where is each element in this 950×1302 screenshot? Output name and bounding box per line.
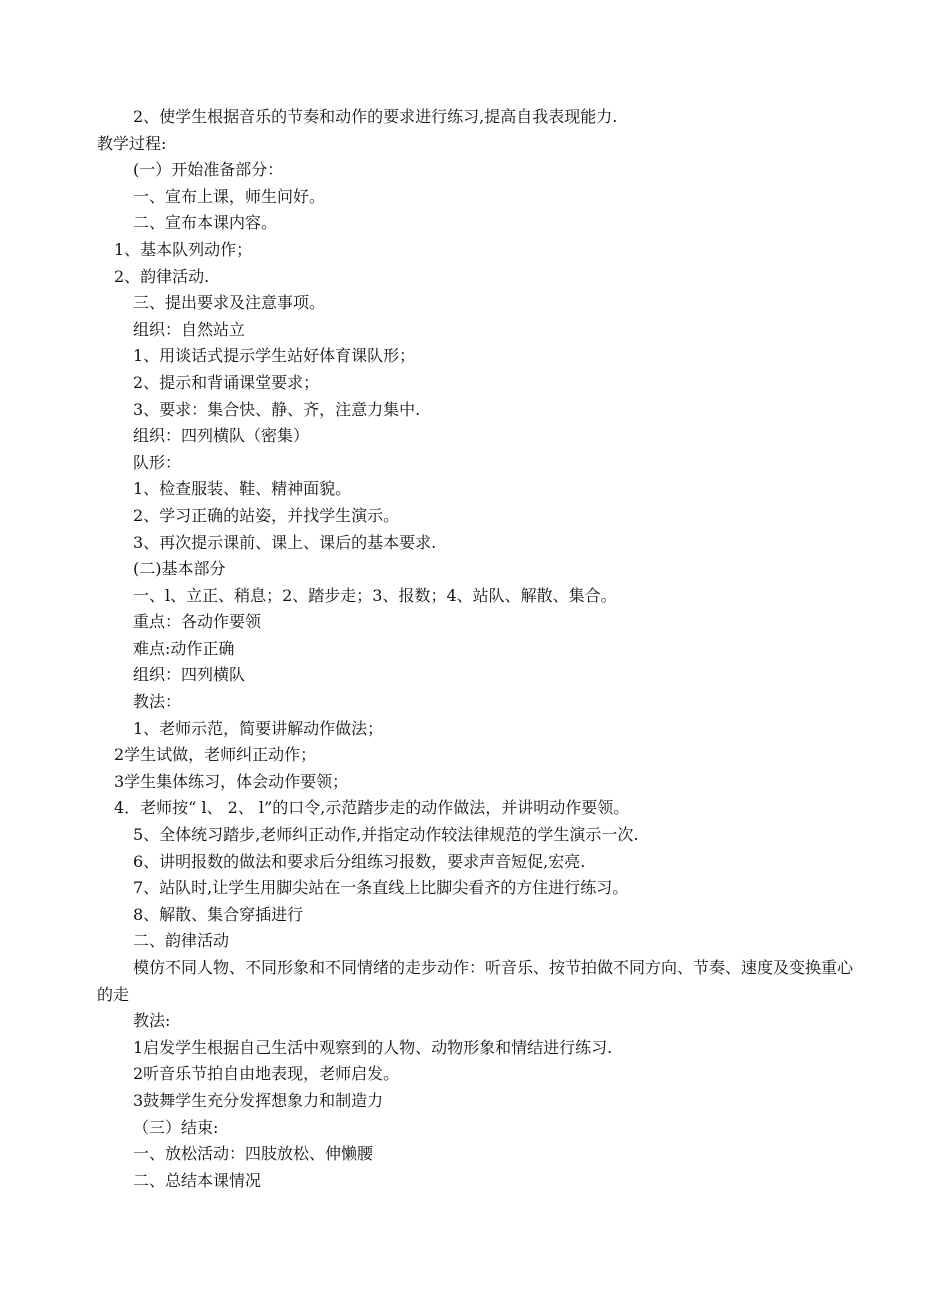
text-line: 2听音乐节拍自由地表现，老师启发。 xyxy=(133,1064,400,1084)
text-line: 二、韵律活动 xyxy=(133,931,230,951)
text-line: 1、基本队列动作； xyxy=(114,239,253,259)
text-line: 一、放松活动：四肢放松、伸懒腰 xyxy=(133,1144,374,1164)
section-heading-teaching-process: 教学过程: xyxy=(97,133,167,153)
text-line: 2学生试做，老师纠正动作； xyxy=(114,745,317,765)
text-line: 7、站队时,让学生用脚尖站在一条直线上比脚尖看齐的方住进行练习。 xyxy=(133,878,629,898)
text-line: 三、提出要求及注意事项。 xyxy=(133,293,326,313)
text-line: 3、再次提示课前、课上、课后的基本要求. xyxy=(133,532,437,552)
text-line: 组织：四列横队 xyxy=(133,665,246,685)
text-line: 3、要求：集合快、静、齐，注意力集中. xyxy=(133,399,421,419)
text-line: 4．老师按“ l、 2、 l”的口令,示范踏步走的动作做法，并讲明动作要领。 xyxy=(114,798,630,818)
text-line: 5、全体统习踏步,老师纠正动作,并指定动作较法律规范的学生演示一次. xyxy=(133,825,639,845)
text-line: 二、总结本课情况 xyxy=(133,1170,262,1190)
text-line: (一）开始准备部分： xyxy=(133,160,284,180)
text-line: 3鼓舞学生充分发挥想象力和制造力 xyxy=(133,1090,384,1110)
text-line: 一、宣布上课，师生问好。 xyxy=(133,186,326,206)
text-line: 8、解散、集合穿插进行 xyxy=(133,904,304,924)
text-line: 队形： xyxy=(133,452,182,472)
text-line: 1、老师示范，简要讲解动作做法； xyxy=(133,718,384,738)
text-line: 教法: xyxy=(133,1011,171,1031)
section-heading-ending: （三）结束: xyxy=(133,1117,219,1137)
text-line: 1、用谈话式提示学生站好体育课队形； xyxy=(133,346,416,366)
text-line: 2、学习正确的站姿，并找学生演示。 xyxy=(133,505,400,525)
text-line: 1启发学生根据自己生活中观察到的人物、动物形象和情结进行练习. xyxy=(133,1037,613,1057)
paragraph-wrapped: 模仿不同人物、不同形象和不同情绪的走步动作：听音乐、按节拍做不同方向、节奏、速度及变换重心的走 xyxy=(97,958,854,1004)
text-line: 3学生集体练习，体会动作要领； xyxy=(114,771,349,791)
text-line: 一、l、立正、稍息；2、踏步走；3、报数；4、站队、解散、集合。 xyxy=(133,585,617,605)
text-line: 组织：四列横队（密集） xyxy=(133,426,310,446)
text-line: 二、宣布本课内容。 xyxy=(133,213,278,233)
text-line: 重点：各动作要领 xyxy=(133,612,262,632)
text-line: 组织：自然站立 xyxy=(133,319,246,339)
text-line: 2、韵律活动. xyxy=(114,266,210,286)
text-line: 2、使学生根据音乐的节奏和动作的要求进行练习,提高自我表现能力. xyxy=(133,107,618,126)
section-heading-basic-part: (二)基本部分 xyxy=(133,559,226,579)
text-line: 难点:动作正确 xyxy=(133,638,235,658)
document-page xyxy=(0,104,950,1194)
text-line: 2、提示和背诵课堂要求； xyxy=(133,372,320,392)
text-line: 1、检查服装、鞋、精神面貌。 xyxy=(133,479,352,499)
text-line: 教法： xyxy=(133,692,182,712)
text-line: 6、讲明报数的做法和要求后分组练习报数，要求声音短促,宏亮. xyxy=(133,851,586,871)
